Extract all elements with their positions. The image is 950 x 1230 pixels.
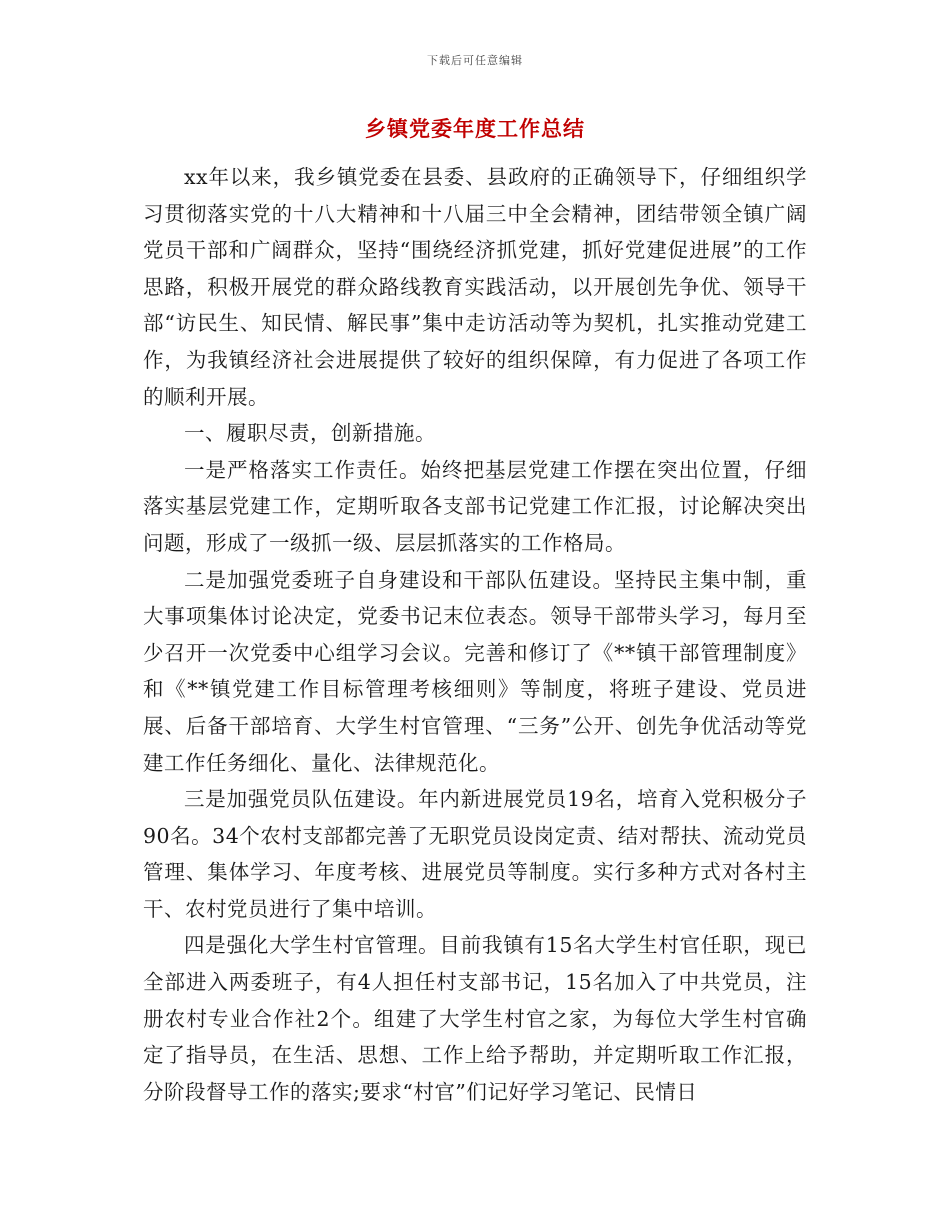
header-note: 下载后可任意编辑 [427, 54, 523, 67]
paragraph-item-4: 四是强化大学生村官管理。目前我镇有15名大学生村官任职，现已全部进入两委班子，有4人担任村支部书记，15名加入了中共党员，注册农村专业合作社2个。组建了大学生村官之家，为每位大学生村官确定了指导员，在生活、思想、工作上给予帮助，并定期听取工作汇报，分阶段督导工作的落实;要求“村官”们记好学习笔记、民情日 [143, 933, 807, 1104]
paragraph-intro: xx年以来，我乡镇党委在县委、县政府的正确领导下，仔细组织学习贯彻落实党的十八大精神和十八届三中全会精神，团结带领全镇广阔党员干部和广阔群众，坚持“围绕经济抓党建，抓好党建促进展”的工作思路，积极开展党的群众路线教育实践活动，以开展创先争优、领导干部“访民生、知民情、解民事”集中走访活动等为契机，扎实推动党建工作，为我镇经济社会进展提供了较好的组织保障，有力促进了各项工作的顺利开展。 [143, 165, 807, 409]
paragraph-item-1: 一是严格落实工作责任。始终把基层党建工作摆在突出位置，仔细落实基层党建工作，定期听取各支部书记党建工作汇报，讨论解决突出问题，形成了一级抓一级、层层抓落实的工作格局。 [143, 457, 807, 555]
section-heading: 一、履职尽责，创新措施。 [184, 421, 436, 446]
paragraph-item-2: 二是加强党委班子自身建设和干部队伍建设。坚持民主集中制，重大事项集体讨论决定，党委书记末位表态。领导干部带头学习，每月至少召开一次党委中心组学习会议。完善和修订了《**镇干部管理制度》和《**镇党建工作目标管理考核细则》等制度，将班子建设、党员进展、后备干部培育、大学生村官管理、“三务”公开、创先争优活动等党建工作任务细化、量化、法律规范化。 [143, 567, 807, 775]
document-body [143, 159, 807, 1110]
paragraph-item-3: 三是加强党员队伍建设。年内新进展党员19名，培育入党积极分子90名。34个农村支部都完善了无职党员设岗定责、结对帮扶、流动党员管理、集体学习、年度考核、进展党员等制度。实行多种方式对各村主干、农村党员进行了集中培训。 [143, 787, 807, 921]
document-title: 乡镇党委年度工作总结 [365, 117, 585, 141]
